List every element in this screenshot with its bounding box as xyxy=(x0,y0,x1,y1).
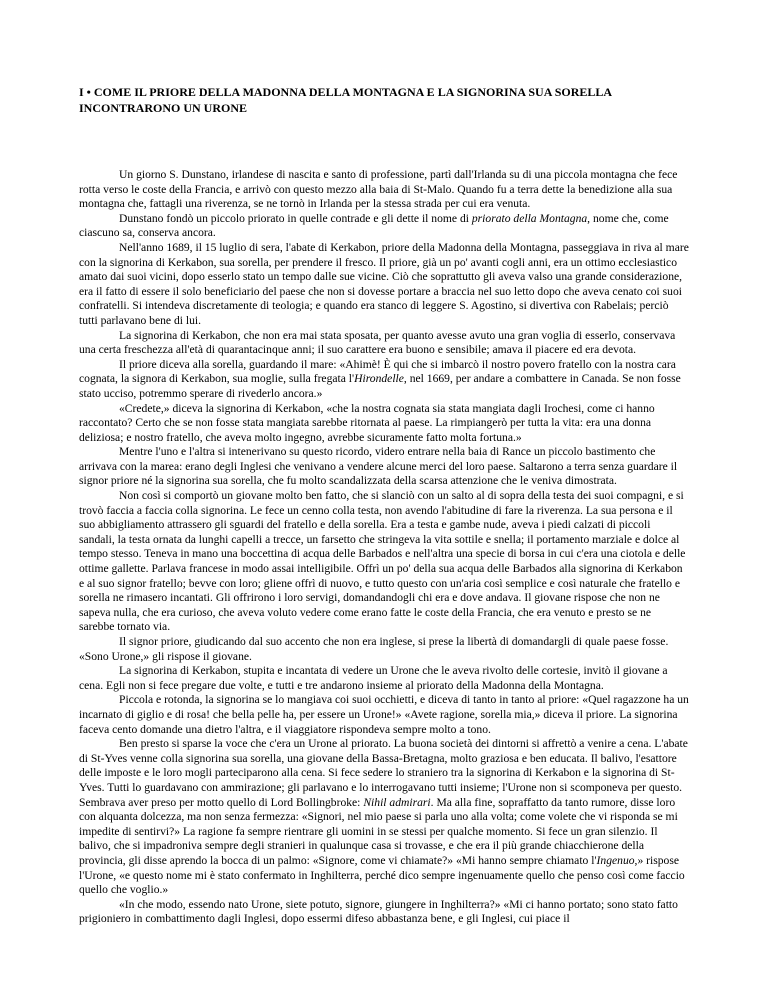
chapter-body xyxy=(79,168,689,927)
paragraph-text: «Credete,» diceva la signorina di Kerkabon, «che la nostra cognata sia stata mangiata dagli Irochesi, come ci hanno raccontato? Certo che se non fosse stata mangiata sarebbe ritornata al paese. La rimpiangerò per tutta la vita: era una donna deliziosa; e nostro fratello, che aveva molto ingegno, avrebbe sicuramente fatto molta fortuna.» xyxy=(79,401,655,444)
paragraph-text: La signorina di Kerkabon, stupita e incantata di vedere un Urone che le aveva rivolto delle cortesie, invitò il giovane a cena. Egli non si fece pregare due volte, e tutti e tre andarono insieme al priorato della Madonna della Montagna. xyxy=(79,664,668,692)
paragraph-text: Dunstano fondò un piccolo priorato in quelle contrade e gli dette il nome di xyxy=(119,211,472,225)
italic-text: priorato della Montagna xyxy=(471,211,588,225)
paragraph xyxy=(79,241,689,329)
paragraph-text: . Ma alla fine, sopraffatto da tanto rumore, disse loro con alquanta dolcezza, ma non senza fermezza: «Signori, nel mio paese si parla uno alla volta; come volete che vi risponda se mi impedite di sentirvi?» La ragione fa sempre rientrare gli uomini in se stessi per qualche momento. Si fece un gran silenzio. Il balivo, che si impadroniva sempre degli stranieri in qualunque casa si trovasse, e che era il più grande chiacchierone della provincia, gli disse aprendo la bocca di un palmo: «Signore, come vi chiamate?» «Mi hanno sempre chiamato l' xyxy=(79,795,678,867)
paragraph-text: Nell'anno 1689, il 15 luglio di sera, l'abate di Kerkabon, priore della Madonna della Montagna, passeggiava in riva al mare con la signorina di Kerkabon, sua sorella, per prendere il fresco. Il priore, già un po' avanti cogli anni, era un ottimo ecclesiastico amato dai suoi vicini, dopo esserlo stato un tempo dalle sue vicine. Ciò che soprattutto gli aveva valso una grande considerazione, era il fatto di essere il solo beneficiario del paese che non si dovesse portare a braccia nel suo letto dopo che aveva cenato coi suoi confratelli. Si intendeva discretamente di teologia; e quando era stanco di leggere S. Agostino, si divertiva con Rabelais; perciò tutti parlavano bene di lui. xyxy=(79,240,689,327)
paragraph-text: Il signor priore, giudicando dal suo accento che non era inglese, si prese la libertà di domandargli di quale paese fosse. «Sono Urone,» gli rispose il giovane. xyxy=(79,635,669,663)
paragraph xyxy=(79,664,689,693)
paragraph xyxy=(79,358,689,402)
italic-text: Hirondelle xyxy=(354,372,404,386)
paragraph-text: La signorina di Kerkabon, che non era mai stata sposata, per quanto avesse avuto una gran voglia di esserlo, conservava una certa freschezza all'età di quarantacinque anni; il suo carattere era buono e sensibile; amava il piacere ed era devota. xyxy=(79,328,676,357)
paragraph-text: Mentre l'uno e l'altra si intenerivano su questo ricordo, videro entrare nella baia di Rance un piccolo bastimento che arrivava con la marea: erano degli Inglesi che venivano a vendere alcune merci del loro paese. Saltarono a terra senza guardare il signor priore né la signorina sua sorella, che fu molto scandalizzata della scarsa attenzione che le veniva dimostrata. xyxy=(79,445,678,488)
paragraph-text: Piccola e rotonda, la signorina se lo mangiava coi suoi occhietti, e diceva di tanto in tanto al priore: «Quel ragazzone ha un incarnato di giglio e di rosa! che bella pelle ha, per essere un Urone!» «Avete ragione, sorella mia,» diceva il priore. La signorina faceva cento domande una dietro l'altra, e il viaggiatore rispondeva sempre molto a tono. xyxy=(79,693,689,736)
italic-text: Nihil admirari xyxy=(363,795,431,809)
paragraph xyxy=(79,445,689,489)
paragraph-text: «In che modo, essendo nato Urone, siete potuto, signore, giungere in Inghilterra?» «Mi ci hanno portato; sono stato fatto prigioniero in combattimento dagli Inglesi, dopo essermi difeso abbastanza bene, e gli Inglesi, cui piace il xyxy=(79,897,678,926)
paragraph xyxy=(79,635,689,664)
paragraph xyxy=(79,168,689,212)
paragraph-text: ,» rispose l'Urone, «e questo nome mi è stato confermato in Inghilterra, perché dico sempre ingenuamente quello che penso così come faccio quello che voglio.» xyxy=(79,853,685,897)
paragraph xyxy=(79,693,689,737)
paragraph xyxy=(79,898,689,927)
paragraph-text: , nel 1669, per andare a combattere in Canada. Se non fosse stato ucciso, potremmo sperare di rivederlo ancora.» xyxy=(79,372,681,400)
paragraph xyxy=(79,489,689,635)
chapter-title: I • COME IL PRIORE DELLA MADONNA DELLA MONTAGNA E LA SIGNORINA SUA SORELLA INCONTRARONO UN URONE xyxy=(79,85,612,115)
paragraph-text: Un giorno S. Dunstano, irlandese di nascita e santo di professione, partì dall'Irlanda su di una piccola montagna che fece rotta verso le coste della Francia, e arrivò con questo mezzo alla baia di St-Malo. Quando fu a terra dette la benedizione alla sua montagna che, fattagli una riverenza, se ne tornò in Irlanda per la stessa strada per cui era venuta. xyxy=(79,168,678,211)
document-page xyxy=(79,84,689,927)
paragraph xyxy=(79,737,689,898)
paragraph-text: Il priore diceva alla sorella, guardando il mare: «Ahimè! È qui che si imbarcò il nostro povero fratello con la nostra cara cognata, la signora di Kerkabon, sua moglie, sulla fregata l' xyxy=(79,357,676,386)
paragraph-text: , nome che, come ciascuno sa, conserva ancora. xyxy=(79,211,669,240)
paragraph-text: Non così si comportò un giovane molto ben fatto, che si slanciò con un salto al di sopra della testa dei suoi compagni, e si trovò faccia a faccia colla signorina. Le fece un cenno colla testa, non avendo l'abitudine di fare la riverenza. La sua persona e il suo abbigliamento attrassero gli sguardi del fratello e della sorella. Era a testa e gambe nude, aveva i piedi calzati di piccoli sandali, la testa ornata da lunghi capelli a trecce, un farsetto che stringeva la vita sottile e snella; il portamento marziale e dolce al tempo stesso. Teneva in mano una boccettina di acqua delle Barbados e nell'altra una specie di borsa in cui c'era una ciotola e delle ottime gallette. Parlava francese in modo assai intelligibile. Offrì un po' della sua acqua delle Barbados alla signorina di Kerkabon e al suo signor fratello; bevve con loro; gliene offrì di nuovo, e tutto questo con un'aria così semplice e così naturale che fratello e sorella ne rimasero incantati. Gli offrirono i loro servigi, domandandogli chi era e dove andava. Il giovane rispose che non ne sapeva nulla, che era curioso, che aveva voluto vedere come erano fatte le coste della Francia, che era venuto e presto se ne sarebbe tornato via. xyxy=(79,489,686,634)
paragraph-text: Ben presto si sparse la voce che c'era un Urone al priorato. La buona società dei dintorni si affrettò a venire a cena. L'abate di St-Yves venne colla signorina sua sorella, una giovane della Bassa-Bretagna, molto graziosa e ben educata. Il balivo, l'esattore delle imposte e le loro mogli parteciparono alla cena. Si fece sedere lo straniero tra la signorina di Kerkabon e la signorina di St-Yves. Tutti lo guardavano con ammirazione; gli parlavano e lo interrogavano tutti insieme; l'Urone non si scomponeva per questo. Sembrava aver preso per motto quello di Lord Bollingbroke: xyxy=(79,737,688,809)
paragraph xyxy=(79,212,689,241)
italic-text: Ingenuo xyxy=(596,853,635,867)
paragraph xyxy=(79,329,689,358)
paragraph xyxy=(79,402,689,446)
